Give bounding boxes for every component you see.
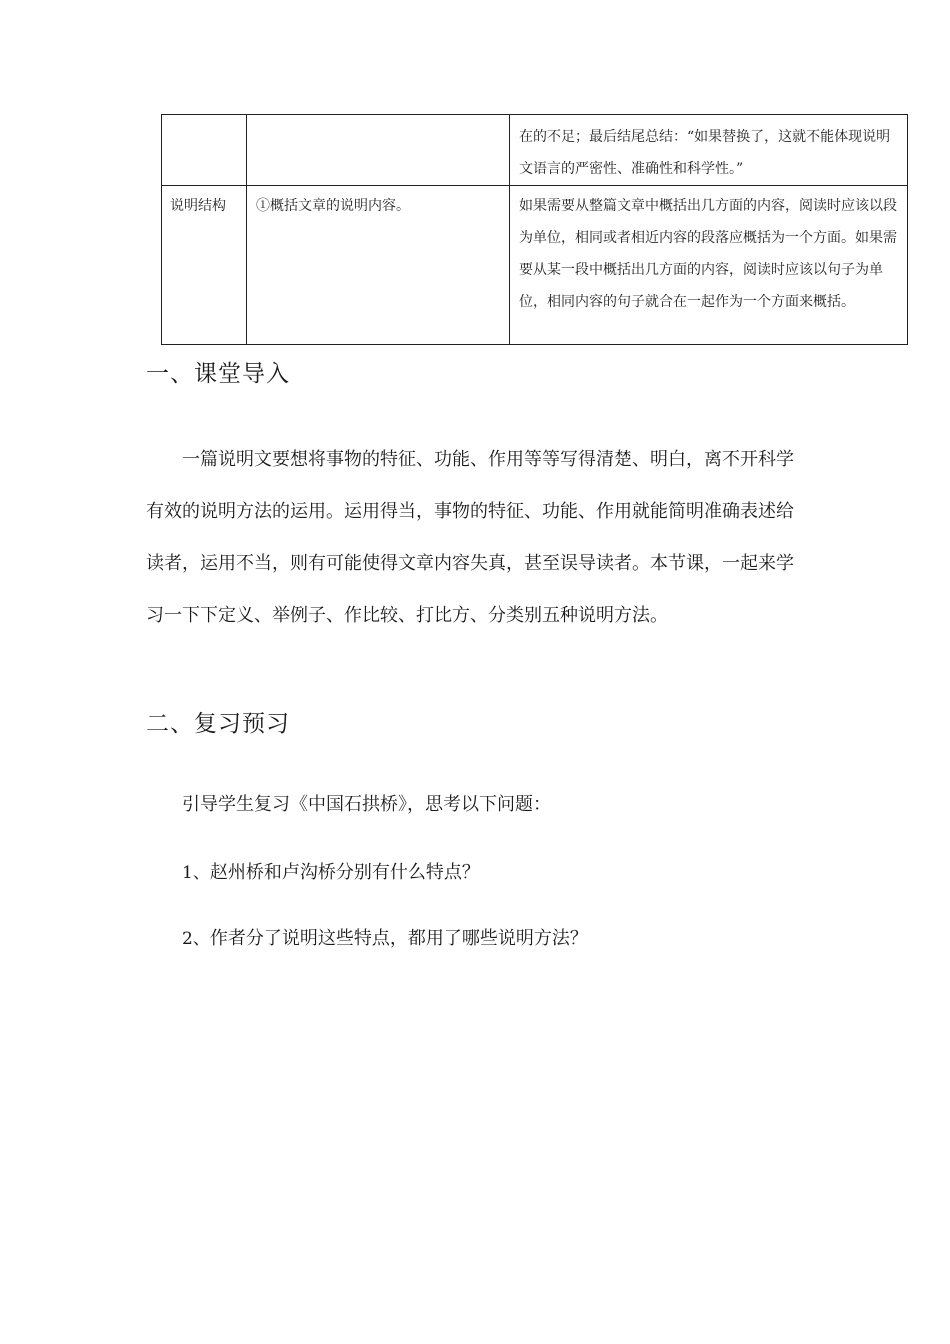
section-heading-review: 二、复习预习 — [146, 711, 290, 737]
section-heading-intro: 一、课堂导入 — [146, 361, 290, 387]
question-text: 作者分了说明这些特点，都用了哪些说明方法？ — [209, 928, 588, 949]
question-text: 赵州桥和卢沟桥分别有什么特点？ — [209, 862, 480, 883]
explanation-table — [161, 114, 908, 345]
review-intro: 引导学生复习《中国石拱桥》，思考以下问题： — [182, 794, 551, 815]
question-item — [182, 924, 588, 950]
table-cell-explanation: 如果需要从整篇文章中概括出几方面的内容，阅读时应该以段为单位，相同或者相近内容的段落应概括为一个方面。如果需要从某一段中概括出几方面的内容，阅读时应该以句子为单位，相同内容的句子就合在一起作为一个方面来概括。 — [510, 186, 908, 345]
table-cell-label: 说明结构 — [162, 186, 247, 345]
question-number: 1、 — [182, 863, 210, 883]
table-row — [162, 115, 908, 186]
table-cell-content: ①概括文章的说明内容。 — [247, 186, 510, 345]
table-cell-content — [247, 115, 510, 186]
table-cell-label — [162, 115, 247, 186]
table-row — [162, 186, 908, 345]
question-number: 2、 — [182, 929, 210, 949]
question-item — [182, 858, 480, 884]
intro-paragraph: 一篇说明文要想将事物的特征、功能、作用等等写得清楚、明白，离不开科学有效的说明方法的运用。运用得当，事物的特征、功能、作用就能简明准确表述给读者，运用不当，则有可能使得文章内容失真，甚至误导读者。本节课，一起来学习一下下定义、举例子、作比较、打比方、分类别五种说明方法。 — [146, 449, 794, 626]
table-cell-explanation: 在的不足；最后结尾总结：“如果替换了，这就不能体现说明文语言的严密性、准确性和科学性。” — [510, 115, 908, 186]
